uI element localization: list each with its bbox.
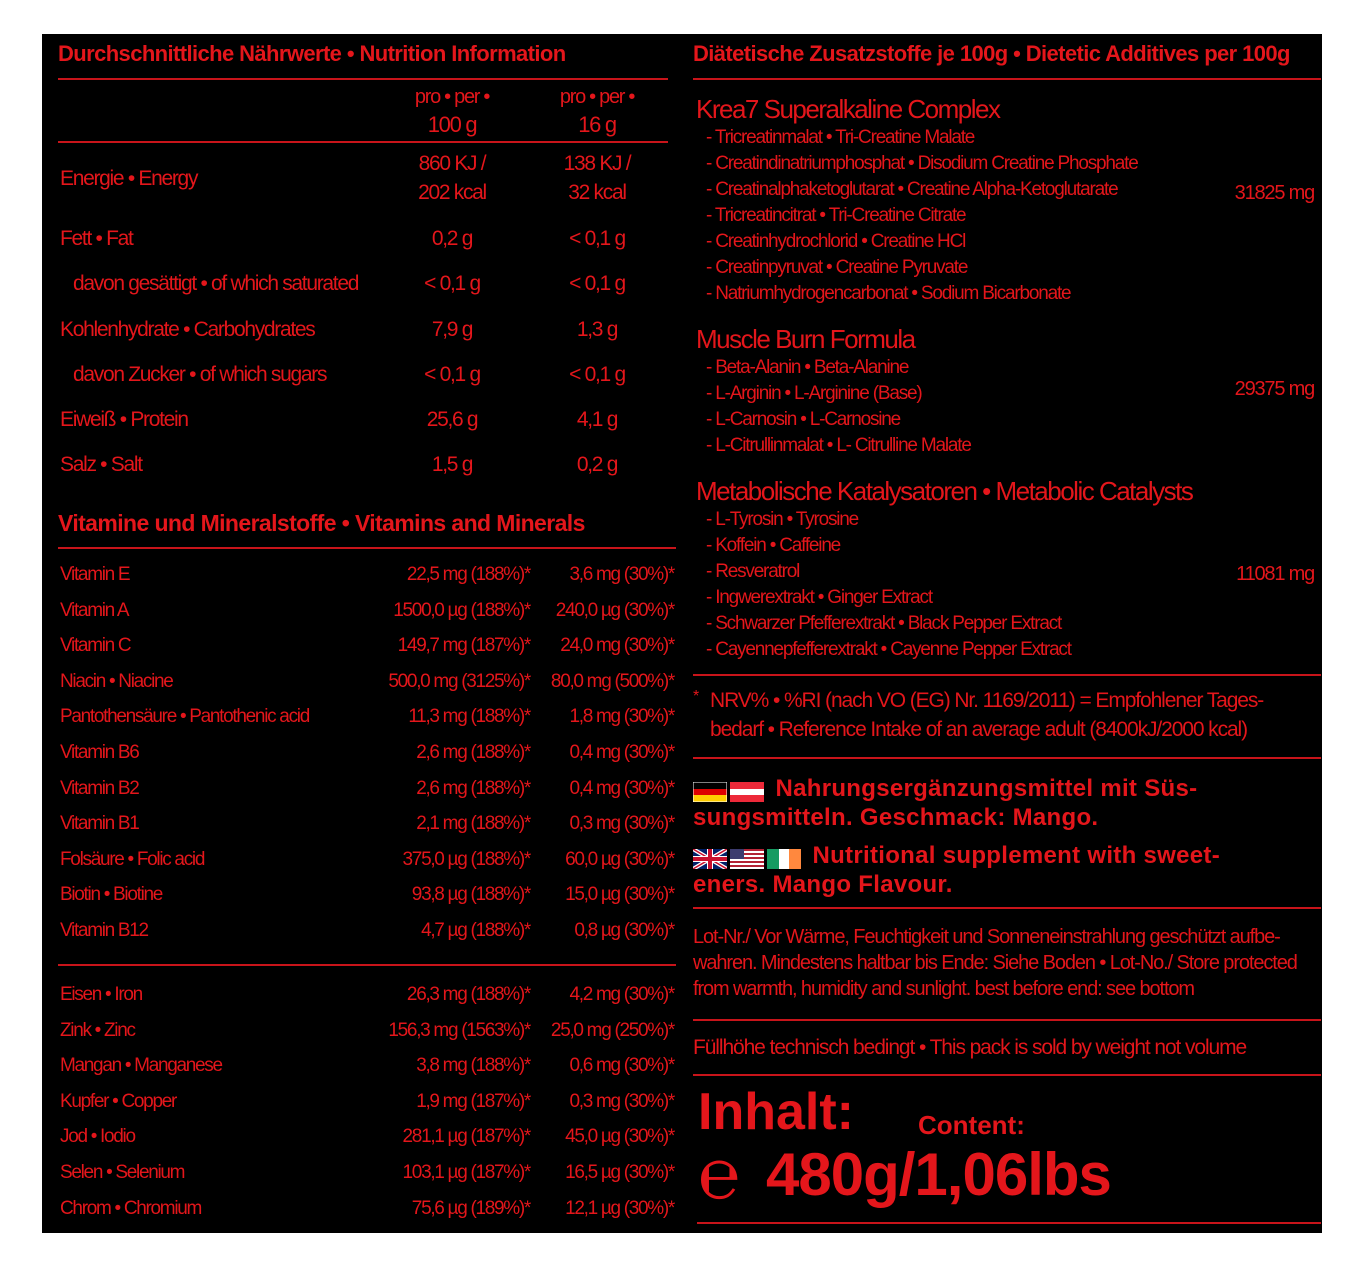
nutrition-title: Durchschnittliche Nährwerte • Nutrition Information: [58, 41, 566, 66]
nutrient-value-16g: 45,0 µg (30%)*: [565, 1126, 674, 1148]
nutrient-label: Vitamin B12: [60, 920, 148, 941]
nutrient-value-100g: 75,6 µg (189%)*: [411, 1197, 530, 1219]
nutrient-value-100g: 22,5 mg (188%)*: [406, 564, 530, 585]
additive-ingredient: - Schwarzer Pfefferextrakt • Black Pepper Extract: [706, 613, 1062, 634]
nutrient-label: Niacin • Niacine: [60, 670, 173, 692]
nutrient-value-100g: 149,7 mg (187%)*: [397, 635, 530, 657]
nutrient-value-16g: 240,0 µg (30%)*: [555, 599, 674, 621]
additive-group-amount: 31825 mg: [1234, 182, 1314, 204]
footnote-line1: NRV% • %RI (nach VO (EG) Nr. 1169/2011) = Empfohlener Tages-: [710, 689, 1264, 712]
nutrient-label: Kupfer • Copper: [60, 1090, 177, 1112]
additive-ingredient: - Beta-Alanin • Beta-Alanine: [706, 357, 909, 378]
footnote-line2: bedarf • Reference Intake of an average adult (8400kJ/2000 kcal): [710, 718, 1248, 741]
additive-group-title: Metabolische Katalysatoren • Metabolic Catalysts: [696, 476, 1193, 506]
divider: [693, 1074, 1321, 1076]
additive-ingredient: - Natriumhydrogencarbonat • Sodium Bicarbonate: [706, 283, 1071, 304]
content-label: Content:: [918, 1110, 1025, 1140]
nutrient-label: Vitamin C: [60, 635, 131, 657]
nutrient-value-100g: 375,0 µg (188%)*: [402, 848, 530, 870]
storage-line2: wahren. Mindestens haltbar bis Ende: Siehe Boden • Lot-No./ Store protected: [693, 952, 1297, 974]
additive-group-title: Krea7 Superalkaline Complex: [696, 94, 1000, 124]
irish-flag-icon: [767, 849, 801, 869]
content-amount: 480g/1,06lbs: [766, 1141, 1111, 1208]
estimated-sign-icon: ℮: [698, 1135, 741, 1213]
nutrient-value-100g: < 0,1 g: [424, 363, 480, 386]
divider: [693, 757, 1321, 759]
nutrient-label: Vitamin B6: [60, 742, 139, 763]
nutrient-value-100g: 156,3 mg (1563%)*: [388, 1019, 530, 1041]
divider: [58, 78, 668, 80]
nutrient-value-16g: 0,3 mg (30%)*: [569, 1090, 674, 1112]
nutrient-value-16g: 1,8 mg (30%)*: [569, 706, 674, 728]
nutrient-label: Jod • Iodio: [60, 1126, 135, 1148]
nutrient-value-100g: 2,6 mg (188%)*: [416, 777, 530, 799]
nutrient-label: Eisen • Iron: [60, 984, 142, 1005]
supplement-en-line1: Nutritional supplement with sweet-: [812, 842, 1221, 869]
divider: [58, 141, 668, 143]
additives-title: Diätetische Zusatzstoffe je 100g • Dietetic Additives per 100g: [693, 41, 1290, 66]
additive-group-title: Muscle Burn Formula: [696, 324, 915, 354]
nutrient-value-16g: 1,3 g: [576, 318, 618, 341]
nutrient-value-100g: 103,1 µg (187%)*: [402, 1162, 530, 1183]
col-header-100g-line2: 100 g: [427, 112, 477, 137]
nutrient-value-16g: 0,3 mg (30%)*: [569, 813, 674, 835]
nutrient-label: Fett • Fat: [60, 227, 133, 250]
supplement-en: [693, 842, 1220, 870]
nutrient-label: Biotin • Biotine: [60, 884, 163, 906]
divider: [693, 1019, 1321, 1021]
nutrient-label: davon gesättigt • of which saturated: [73, 272, 359, 295]
nutrient-value-16g: < 0,1 g: [569, 227, 625, 250]
nutrient-label: Folsäure • Folic acid: [60, 848, 205, 870]
nutrient-label: Chrom • Chromium: [60, 1197, 202, 1219]
nutrient-label: davon Zucker • of which sugars: [73, 363, 327, 386]
nutrient-label: Vitamin A: [60, 599, 129, 621]
nutrient-label: Zink • Zinc: [60, 1019, 135, 1041]
divider: [697, 1222, 1321, 1224]
nutrient-value-16g: 24,0 mg (30%)*: [560, 635, 674, 657]
nutrient-label: Mangan • Manganese: [60, 1055, 222, 1077]
nutrient-value-16g: 0,6 mg (30%)*: [569, 1055, 674, 1077]
storage-line3: from warmth, humidity and sunlight. best before end: see bottom: [693, 978, 1194, 1000]
additive-ingredient: - Tricreatinmalat • Tri-Creatine Malate: [706, 127, 975, 148]
nutrient-value-16g: 4,1 g: [576, 408, 618, 431]
nutrient-value-16g: 80,0 mg (500%)*: [550, 670, 674, 692]
nutrient-value-100g: 281,1 µg (187%)*: [402, 1126, 530, 1148]
divider: [693, 674, 1321, 676]
nutrient-value-16g: 0,8 µg (30%)*: [574, 920, 674, 941]
nutrient-value-100g: 2,6 mg (188%)*: [416, 742, 530, 763]
austrian-flag-icon: [730, 782, 764, 802]
nutrient-value-100g: 2,1 mg (188%)*: [416, 813, 530, 835]
inhalt-label: Inhalt:: [698, 1083, 854, 1141]
nutrient-value-16g: 15,0 µg (30%)*: [565, 884, 674, 906]
additive-ingredient: - L-Tyrosin • Tyrosine: [706, 509, 859, 530]
nutrient-value-16g: 16,5 µg (30%)*: [565, 1162, 674, 1183]
nutrient-label: Pantothensäure • Pantothenic acid: [60, 706, 309, 728]
additive-ingredient: - Creatinhydrochlorid • Creatine HCl: [706, 231, 966, 252]
divider: [58, 547, 676, 549]
nutrient-value-16g: 12,1 µg (30%)*: [565, 1197, 674, 1219]
nutrient-value-100g: 3,8 mg (188%)*: [416, 1055, 530, 1077]
nutrient-value-100g: 1,9 mg (187%)*: [416, 1090, 530, 1112]
nutrient-value-100g: 26,3 mg (188%)*: [406, 984, 530, 1005]
label-panel: [42, 34, 1322, 1233]
nutrient-value-16g: 138 KJ /: [563, 152, 631, 175]
divider: [693, 907, 1321, 909]
additive-group-amount: 11081 mg: [1236, 563, 1314, 585]
nutrient-value-16g: < 0,1 g: [569, 272, 625, 295]
nutrient-value-16g: 32 kcal: [568, 181, 626, 204]
additive-ingredient: - L-Carnosin • L-Carnosine: [706, 409, 901, 430]
nutrient-value-16g: 0,4 mg (30%)*: [569, 742, 674, 763]
nutrient-label: Vitamin B2: [60, 777, 139, 799]
supplement-de-line1: Nahrungsergänzungsmittel mit Süs-: [775, 775, 1198, 802]
nutrient-label: Energie • Energy: [60, 167, 198, 190]
nutrient-value-16g: 4,2 mg (30%)*: [569, 984, 674, 1005]
nutrient-value-16g: 0,4 mg (30%)*: [569, 777, 674, 799]
nutrient-value-100g: 1500,0 µg (188%)*: [393, 599, 530, 621]
nutrient-value-100g: 25,6 g: [426, 408, 478, 431]
supplement-de: [693, 775, 1197, 803]
nutrient-value-16g: 25,0 mg (250%)*: [550, 1019, 674, 1041]
nutrient-label: Kohlenhydrate • Carbohydrates: [60, 318, 315, 341]
additive-ingredient: - Tricreatincitrat • Tri-Creatine Citrate: [706, 205, 966, 226]
col-header-100g-line1: pro • per •: [414, 86, 490, 108]
nutrient-label: Eiweiß • Protein: [60, 408, 188, 431]
additive-group-amount: 29375 mg: [1234, 378, 1314, 400]
additive-ingredient: - Ingwerextrakt • Ginger Extract: [706, 587, 932, 608]
uk-flag-icon: [693, 849, 727, 869]
nutrient-value-100g: 11,3 mg (188%)*: [408, 706, 530, 728]
us-flag-icon: [730, 849, 764, 869]
footnote-star: *: [693, 688, 700, 705]
nutrient-value-100g: 4,7 µg (188%)*: [421, 920, 530, 941]
fill-note: Füllhöhe technisch bedingt • This pack is sold by weight not volume: [693, 1036, 1247, 1059]
supplement-de-line2: sungsmitteln. Geschmack: Mango.: [693, 804, 1099, 831]
additive-ingredient: - Creatindinatriumphosphat • Disodium Creatine Phosphate: [706, 153, 1138, 174]
nutrient-label: Selen • Selenium: [60, 1162, 185, 1183]
nutrient-label: Salz • Salt: [60, 453, 142, 476]
divider: [693, 78, 1321, 80]
nutrient-value-100g: 500,0 mg (3125%)*: [388, 670, 530, 692]
nutrient-value-100g: 7,9 g: [431, 318, 473, 341]
german-flag-icon: [693, 782, 727, 802]
additive-ingredient: - Resveratrol: [706, 561, 800, 582]
col-header-16g-line2: 16 g: [578, 112, 616, 137]
nutrient-label: Vitamin E: [60, 564, 130, 585]
additive-ingredient: - Koffein • Caffeine: [706, 535, 841, 556]
nutrient-value-100g: 1,5 g: [431, 453, 473, 476]
additive-ingredient: - Cayennepfefferextrakt • Cayenne Pepper Extract: [706, 639, 1071, 660]
storage-line1: Lot-Nr./ Vor Wärme, Feuchtigkeit und Sonneneinstrahlung geschützt aufbe-: [693, 926, 1280, 948]
additive-ingredient: - L-Citrullinmalat • L- Citrulline Malate: [706, 435, 971, 456]
additive-ingredient: - Creatinalphaketoglutarat • Creatine Alpha-Ketoglutarate: [706, 179, 1118, 200]
nutrient-value-16g: 3,6 mg (30%)*: [569, 564, 674, 585]
nutrient-value-100g: 202 kcal: [418, 181, 486, 204]
additive-ingredient: - L-Arginin • L-Arginine (Base): [706, 383, 922, 404]
nutrient-label: Vitamin B1: [60, 813, 139, 835]
nutrient-value-100g: 860 KJ /: [418, 152, 486, 175]
additive-ingredient: - Creatinpyruvat • Creatine Pyruvate: [706, 257, 968, 278]
nutrient-value-16g: < 0,1 g: [569, 363, 625, 386]
nutrient-value-100g: 0,2 g: [431, 227, 473, 250]
nutrient-value-16g: 0,2 g: [576, 453, 618, 476]
column-gap: [682, 34, 685, 1233]
supplement-en-line2: eners. Mango Flavour.: [693, 871, 953, 898]
divider: [58, 964, 676, 966]
col-header-16g-line1: pro • per •: [559, 86, 635, 108]
vitamins-title: Vitamine und Mineralstoffe • Vitamins and Minerals: [58, 510, 585, 536]
nutrient-value-100g: 93,8 µg (188%)*: [411, 884, 530, 906]
nutrient-value-16g: 60,0 µg (30%)*: [565, 848, 674, 870]
nutrient-value-100g: < 0,1 g: [424, 272, 480, 295]
